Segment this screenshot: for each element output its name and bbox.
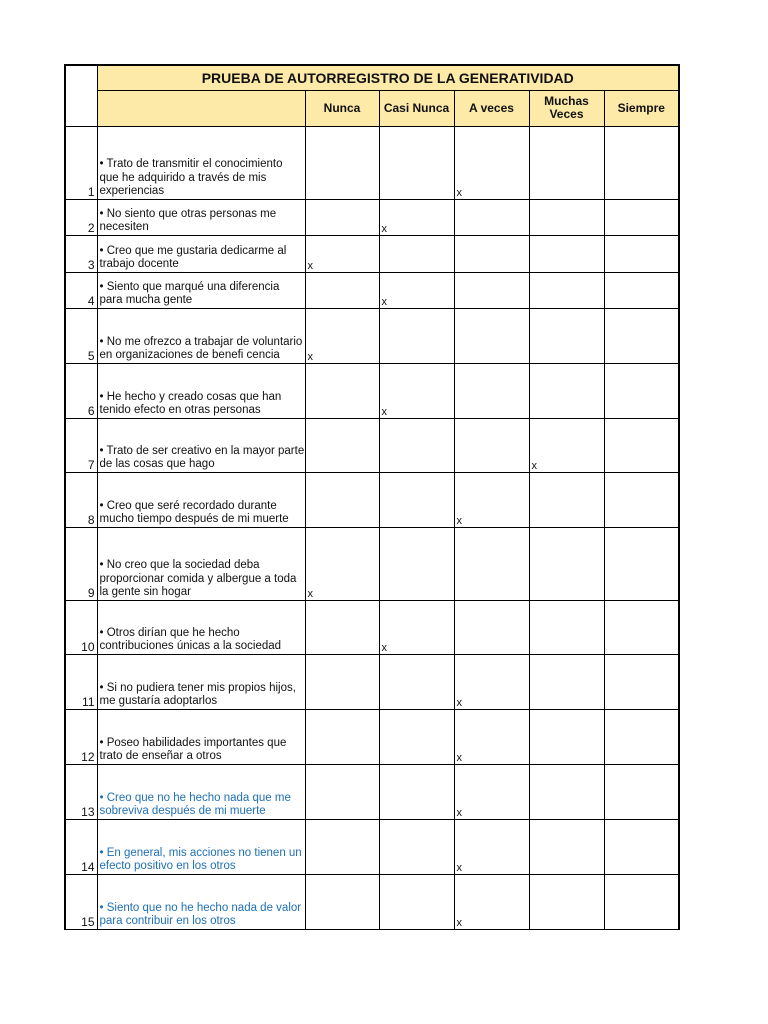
response-cell: [454, 199, 529, 235]
table-row: [65, 709, 679, 764]
response-cell: [454, 600, 529, 654]
item-number: 12: [81, 749, 95, 764]
table-row: [65, 819, 679, 874]
item-number-cell: [65, 272, 97, 308]
response-cell: [529, 472, 604, 527]
table-row: [65, 874, 679, 929]
response-cell: [529, 600, 604, 654]
item-number: 11: [82, 694, 95, 709]
response-cell: [305, 126, 379, 199]
item-number-cell: [65, 308, 97, 363]
response-mark: x: [454, 764, 529, 819]
response-cell: [529, 199, 604, 235]
response-cell: [529, 654, 604, 709]
item-number-cell: [65, 654, 97, 709]
response-mark: x: [305, 527, 379, 600]
response-cell: [529, 709, 604, 764]
item-number: 14: [81, 859, 95, 874]
response-cell: [529, 126, 604, 199]
item-number-cell: [65, 418, 97, 472]
item-number: 8: [87, 512, 95, 527]
response-cell: [529, 235, 604, 272]
item-number-cell: [65, 819, 97, 874]
item-number-cell: [65, 363, 97, 418]
response-cell: [604, 709, 679, 764]
response-mark: x: [379, 363, 454, 418]
item-number-cell: [65, 764, 97, 819]
response-mark: x: [454, 874, 529, 929]
item-statement: • No me ofrezco a trabajar de voluntario en organizaciones de benefi cencia: [97, 308, 305, 363]
response-cell: [454, 235, 529, 272]
column-header-nunca: Nunca: [305, 90, 379, 126]
table-body: [65, 65, 679, 929]
item-number: 13: [81, 804, 95, 819]
column-header-row: [65, 90, 679, 126]
response-cell: [604, 764, 679, 819]
item-number-cell: [65, 874, 97, 929]
item-number: 10: [81, 639, 95, 654]
item-number: 9: [87, 585, 95, 600]
response-mark: x: [379, 272, 454, 308]
response-cell: [604, 308, 679, 363]
response-cell: [379, 654, 454, 709]
response-cell: [604, 654, 679, 709]
response-cell: [604, 235, 679, 272]
response-cell: [529, 363, 604, 418]
item-number-cell: [65, 126, 97, 199]
response-cell: [305, 199, 379, 235]
item-statement: • Otros dirían que he hecho contribuciones únicas a la sociedad: [97, 600, 305, 654]
item-statement: • Creo que me gustaria dedicarme al trabajo docente: [97, 235, 305, 272]
item-statement: • Creo que no he hecho nada que me sobreviva después de mi muerte: [97, 764, 305, 819]
response-cell: [379, 819, 454, 874]
item-statement: • Siento que marqué una diferencia para mucha gente: [97, 272, 305, 308]
table-row: [65, 654, 679, 709]
response-cell: [604, 472, 679, 527]
response-cell: [604, 874, 679, 929]
table-title: PRUEBA DE AUTORREGISTRO DE LA GENERATIVIDAD: [97, 65, 679, 90]
generativity-self-report-table: [64, 64, 680, 930]
response-cell: [454, 418, 529, 472]
table-row: [65, 600, 679, 654]
item-number: 1: [87, 184, 95, 199]
table-row: [65, 126, 679, 199]
response-cell: [604, 600, 679, 654]
response-cell: [305, 472, 379, 527]
response-cell: [604, 272, 679, 308]
response-cell: [454, 272, 529, 308]
column-header-a-veces: A veces: [454, 90, 529, 126]
column-header-casi-nunca: Casi Nunca: [379, 90, 454, 126]
table-row: [65, 272, 679, 308]
response-mark: x: [529, 418, 604, 472]
response-cell: [379, 308, 454, 363]
response-mark: x: [454, 819, 529, 874]
response-cell: [604, 527, 679, 600]
item-number: 5: [87, 348, 95, 363]
response-mark: x: [454, 126, 529, 199]
item-statement: • Trato de ser creativo en la mayor parte de las cosas que hago: [97, 418, 305, 472]
table-row: [65, 472, 679, 527]
item-statement: • Poseo habilidades importantes que trato de enseñar a otros: [97, 709, 305, 764]
column-header-muchas-veces: Muchas Veces: [529, 90, 604, 126]
item-number-cell: [65, 472, 97, 527]
item-statement: • Trato de transmitir el conocimiento que he adquirido a través de mis experiencias: [97, 126, 305, 199]
item-statement: • Si no pudiera tener mis propios hijos, me gustaría adoptarlos: [97, 654, 305, 709]
response-cell: [454, 308, 529, 363]
response-mark: x: [305, 235, 379, 272]
response-cell: [529, 874, 604, 929]
column-header-siempre: Siempre: [604, 90, 679, 126]
table-row: [65, 363, 679, 418]
response-cell: [305, 600, 379, 654]
response-mark: x: [454, 654, 529, 709]
item-number-cell: [65, 199, 97, 235]
table-row: [65, 199, 679, 235]
response-cell: [529, 764, 604, 819]
response-cell: [529, 819, 604, 874]
item-statement: • No creo que la sociedad deba proporcionar comida y albergue a toda la gente sin hogar: [97, 527, 305, 600]
table-row: [65, 235, 679, 272]
response-cell: [529, 527, 604, 600]
response-cell: [305, 654, 379, 709]
response-mark: x: [379, 199, 454, 235]
item-statement: • No siento que otras personas me necesiten: [97, 199, 305, 235]
item-number-cell: [65, 527, 97, 600]
response-cell: [305, 272, 379, 308]
response-cell: [379, 709, 454, 764]
response-cell: [305, 418, 379, 472]
response-mark: x: [454, 472, 529, 527]
item-statement: • En general, mis acciones no tienen un efecto positivo en los otros: [97, 819, 305, 874]
column-header-blank: [97, 90, 305, 126]
item-number-cell: [65, 600, 97, 654]
response-mark: x: [379, 600, 454, 654]
item-number: 4: [87, 293, 95, 308]
table-row: [65, 418, 679, 472]
response-cell: [604, 126, 679, 199]
response-cell: [305, 819, 379, 874]
item-number: 7: [87, 457, 95, 472]
item-number: 15: [81, 914, 95, 929]
corner-cell: [65, 65, 97, 126]
response-cell: [379, 874, 454, 929]
response-cell: [379, 472, 454, 527]
item-number: 2: [87, 220, 95, 235]
response-cell: [379, 527, 454, 600]
item-statement: • He hecho y creado cosas que han tenido efecto en otras personas: [97, 363, 305, 418]
table-row: [65, 527, 679, 600]
response-cell: [379, 418, 454, 472]
response-mark: x: [305, 308, 379, 363]
table-row: [65, 308, 679, 363]
response-cell: [305, 709, 379, 764]
item-statement: • Siento que no he hecho nada de valor para contribuir en los otros: [97, 874, 305, 929]
response-cell: [454, 527, 529, 600]
response-cell: [604, 199, 679, 235]
item-number-cell: [65, 235, 97, 272]
table-row: [65, 764, 679, 819]
response-cell: [305, 874, 379, 929]
item-number: 3: [87, 257, 95, 272]
response-cell: [454, 363, 529, 418]
response-cell: [529, 272, 604, 308]
response-cell: [305, 363, 379, 418]
response-cell: [379, 235, 454, 272]
response-cell: [305, 764, 379, 819]
response-cell: [604, 363, 679, 418]
response-cell: [604, 819, 679, 874]
response-cell: [379, 126, 454, 199]
item-number: 6: [87, 403, 95, 418]
item-number-cell: [65, 709, 97, 764]
item-statement: • Creo que seré recordado durante mucho tiempo después de mi muerte: [97, 472, 305, 527]
response-mark: x: [454, 709, 529, 764]
title-row: [65, 65, 679, 90]
response-cell: [379, 764, 454, 819]
response-cell: [604, 418, 679, 472]
response-cell: [529, 308, 604, 363]
